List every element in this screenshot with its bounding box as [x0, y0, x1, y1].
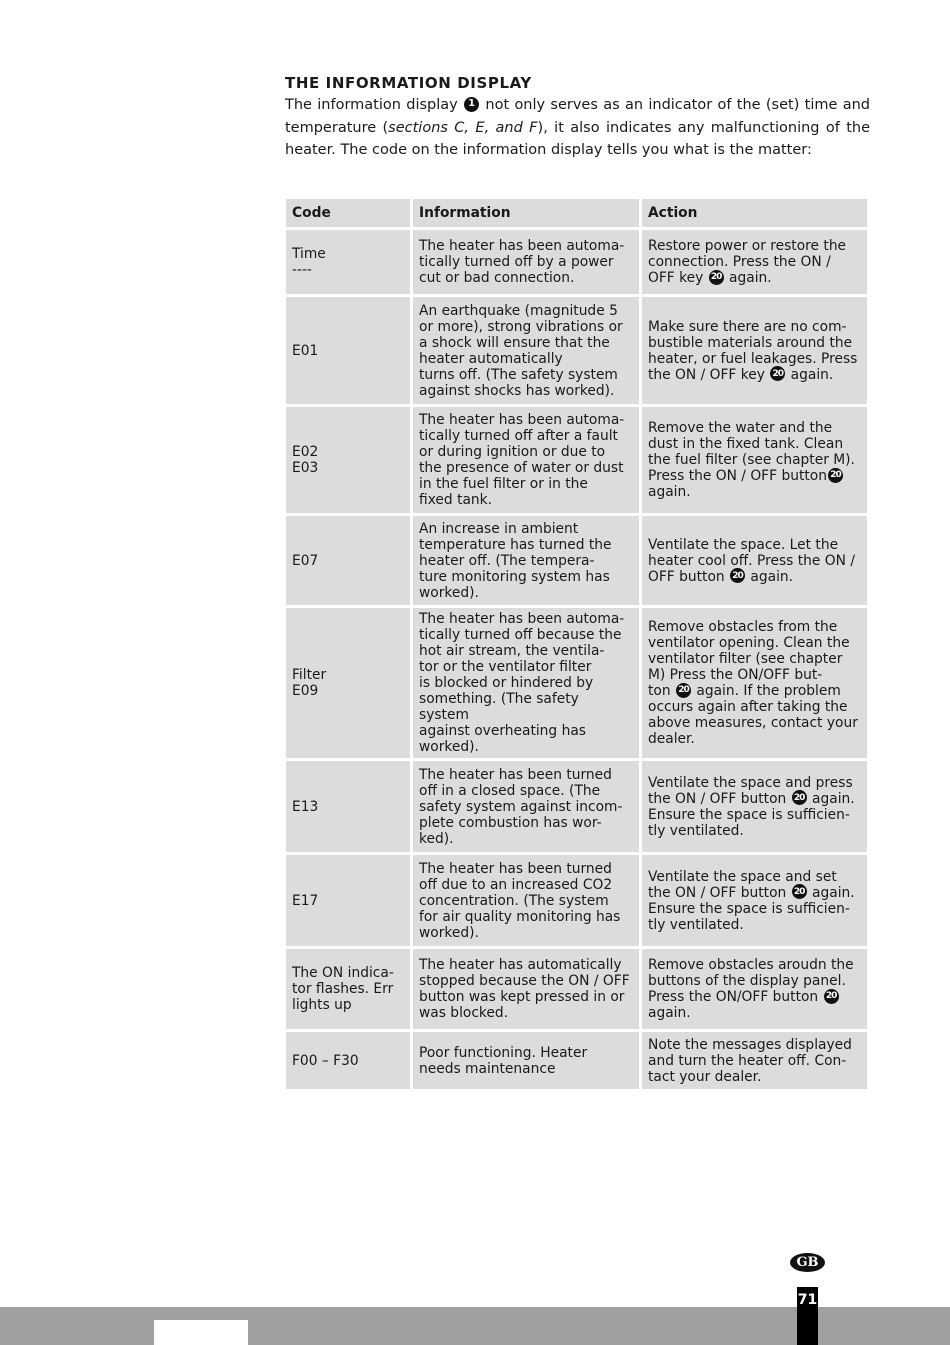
table-row: [286, 516, 867, 605]
display-marker-1: 1: [464, 97, 479, 112]
page-number: 71: [797, 1287, 818, 1345]
cell-code: E07: [286, 516, 410, 605]
action-text-continued: again.: [746, 568, 794, 585]
cell-information: The heater has been automa- tically turned off because the hot air stream, the ventila- tor or the ventilator filter is blocked or hindered by something. (The safety system against overheating has worked).: [413, 608, 639, 758]
key-20-marker: 20: [824, 989, 839, 1004]
key-20-marker: 20: [730, 568, 745, 583]
cell-action: [642, 516, 867, 605]
action-text: Ventilate the space and set the ON / OFF button: [648, 868, 837, 901]
cell-action: [642, 761, 867, 852]
key-20-marker: 20: [709, 270, 724, 285]
action-text: Make sure there are no com- bustible materials around the heater, or fuel leakages. Press the ON / OFF key: [648, 318, 858, 383]
action-text-continued: again. If the problem occurs again after taking the above measures, contact your dealer.: [648, 683, 858, 747]
cell-information: The heater has been turned off due to an increased CO2 concentration. (The system for air quality monitoring has worked).: [413, 855, 639, 946]
table-row: [286, 608, 867, 758]
table-row: [286, 1032, 867, 1089]
table-row: [286, 855, 867, 946]
action-text-continued: again.: [724, 270, 772, 286]
cell-information: The heater has been automa- tically turned off after a fault or during ignition or due to the presence of water or dust in the fuel filter or in the fixed tank.: [413, 407, 639, 513]
cell-action: [642, 608, 867, 758]
cell-action: [642, 297, 867, 404]
key-20-marker: 20: [792, 884, 807, 899]
cell-action: [642, 949, 867, 1029]
action-text-continued: again.: [786, 366, 834, 383]
table-row: [286, 407, 867, 513]
key-20-marker: 20: [792, 790, 807, 805]
cell-action: [642, 407, 867, 513]
table-row: [286, 230, 867, 294]
action-text: Ventilate the space and press the ON / OFF button: [648, 774, 853, 807]
action-text-continued: again. Ensure the space is sufficien- tly ventilated.: [648, 884, 855, 933]
key-20-marker: 20: [828, 468, 843, 483]
action-text: Restore power or restore the connection. Press the ON / OFF key: [648, 238, 847, 286]
cell-code: E13: [286, 761, 410, 852]
cell-action: [642, 230, 867, 294]
table-row: [286, 949, 867, 1029]
error-code-table: [283, 196, 870, 1092]
intro-text-b: not only serves as an indicator of the (set) time and temperature (: [285, 97, 871, 136]
table-row: [286, 761, 867, 852]
section-title: THE INFORMATION DISPLAY: [285, 74, 532, 92]
cell-information: An earthquake (magnitude 5 or more), strong vibrations or a shock will ensure that the heater automatically turns off. (The safety system against shocks has worked).: [413, 297, 639, 404]
cell-information: Poor functioning. Heater needs maintenance: [413, 1032, 639, 1089]
cell-information: The heater has been turned off in a closed space. (The safety system against incom- plete combustion has wor- ked).: [413, 761, 639, 852]
key-20-marker: 20: [770, 366, 785, 381]
cell-action: [642, 1032, 867, 1089]
cell-code: E01: [286, 297, 410, 404]
cell-information: An increase in ambient temperature has turned the heater off. (The tempera- ture monitoring system has worked).: [413, 516, 639, 605]
action-text: Note the messages displayed and turn the heater off. Con- tact your dealer.: [648, 1036, 852, 1085]
action-text: Remove obstacles from the ventilator opening. Clean the ventilator filter (see chapter M) Press the ON/OFF but- ton: [648, 619, 850, 699]
header-action: Action: [642, 199, 867, 227]
action-text-continued: again.: [648, 1005, 691, 1021]
intro-text-c: ), it also indicates any malfunctioning of the heater. The code on the information display tells you what is the matter:: [285, 119, 870, 158]
action-text-continued: again. Ensure the space is sufficien- tly ventilated.: [648, 790, 855, 839]
action-text: Remove obstacles aroudn the buttons of the display panel. Press the ON/OFF button: [648, 957, 854, 1005]
cell-code: F00 – F30: [286, 1032, 410, 1089]
table-row: [286, 297, 867, 404]
cell-code: E02 E03: [286, 407, 410, 513]
footer-box: [154, 1320, 248, 1345]
header-information: Information: [413, 199, 639, 227]
action-text: Remove the water and the dust in the fixed tank. Clean the fuel filter (see chapter M). Press the ON / OFF button: [648, 420, 855, 484]
cell-information: The heater has been automa- tically turned off by a power cut or bad connection.: [413, 230, 639, 294]
header-code: Code: [286, 199, 410, 227]
key-20-marker: 20: [676, 683, 691, 698]
cell-information: The heater has automatically stopped because the ON / OFF button was kept pressed in or was blocked.: [413, 949, 639, 1029]
cell-action: [642, 855, 867, 946]
cell-code: Filter E09: [286, 608, 410, 758]
action-text-continued: again.: [648, 484, 691, 500]
language-badge: GB: [790, 1253, 825, 1272]
cell-code: Time ----: [286, 230, 410, 294]
cell-code: The ON indica- tor flashes. Err lights up: [286, 949, 410, 1029]
intro-text-a: The information display: [285, 97, 464, 113]
action-text: Ventilate the space. Let the heater cool off. Press the ON / OFF button: [648, 536, 855, 585]
intro-sections-ref: sections C, E, and F: [388, 119, 538, 136]
cell-code: E17: [286, 855, 410, 946]
intro-paragraph: [285, 94, 870, 162]
table-header-row: [286, 199, 867, 227]
